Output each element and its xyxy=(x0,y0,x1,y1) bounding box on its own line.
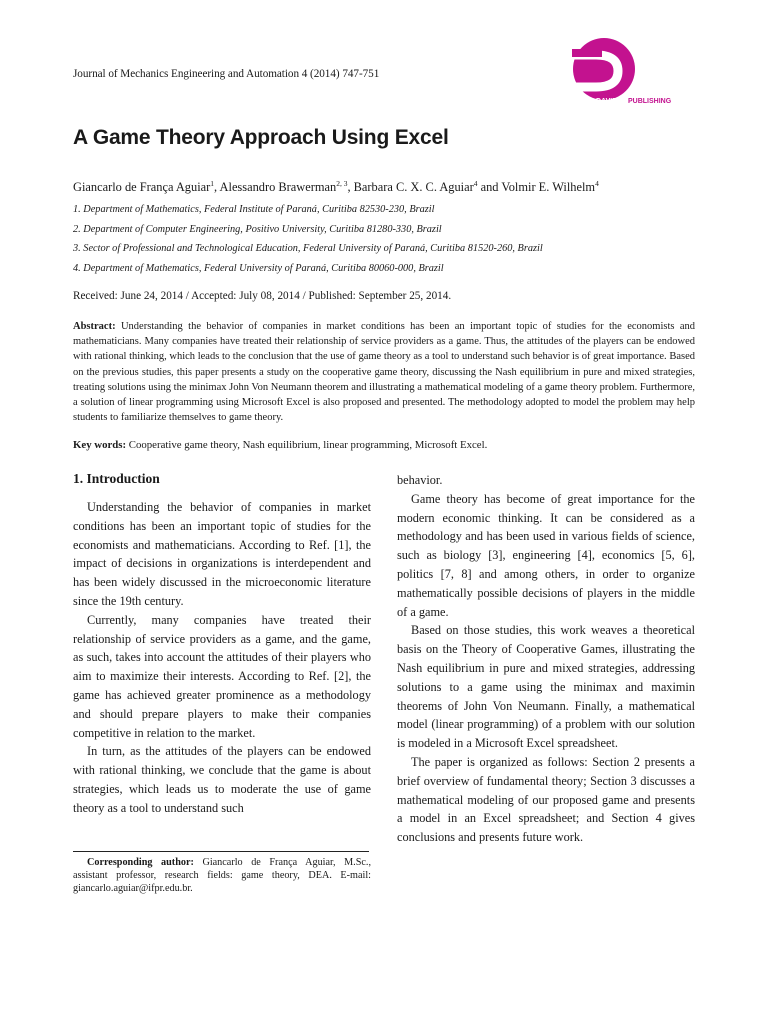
author-name: Volmir E. Wilhelm xyxy=(501,180,596,194)
affiliation-1: 1. Department of Mathematics, Federal Institute of Paraná, Curitiba 82530-230, Brazil xyxy=(73,204,435,215)
paper-title: A Game Theory Approach Using Excel xyxy=(73,126,449,149)
abstract-text: Understanding the behavior of companies in market conditions has been an important topic of studies for the economists and mathematicians. Many companies have treated their relationship of service providers as a game. Thus, the attitudes of the players can be endowed with rational thinking, which leads to the conclusion that the use of game theory as a tool to understand such behavior is of great importance. Based on the previous studies, this paper presents a study on the cooperative game theory, discussing the Nash equilibrium in pure and mixed strategies, treating solutions using the minimax John Von Neumann theorem and illustrating a mathematical modeling of a game theory problem. Furthermore, a solution of linear programming using Microsoft Excel is also proposed and presented. The methodology adopted to model the problem may help students to familiarize themselves to game theory. xyxy=(73,321,695,424)
publisher-logo-text-right: PUBLISHING xyxy=(628,98,672,105)
keywords-label: Key words: xyxy=(73,439,127,451)
publisher-logo-mark: D xyxy=(566,35,567,36)
corresponding-author-footnote xyxy=(73,857,371,895)
keywords-text: Cooperative game theory, Nash equilibrium, linear programming, Microsoft Excel. xyxy=(128,439,488,451)
left-column xyxy=(73,498,371,818)
abstract-label: Abstract: xyxy=(73,321,116,332)
footnote-label: Corresponding author: xyxy=(87,857,194,868)
section-heading: 1. Introduction xyxy=(73,471,160,486)
author-list xyxy=(73,180,599,195)
body-paragraph: The paper is organized as follows: Section 2 presents a brief overview of fundamental theory; Section 3 discusses a mathematical modeling of our proposed game and presents a model in an Excel spreadsheet; and Section 4 gives conclusions and presents future work. xyxy=(397,754,695,845)
author-separator: , xyxy=(214,180,220,194)
affiliation-4: 4. Department of Mathematics, Federal University of Paraná, Curitiba 80060-000, Brazil xyxy=(73,263,444,274)
author-affiliation-mark: 2, 3 xyxy=(336,179,348,188)
publication-dates: Received: June 24, 2014 / Accepted: July 08, 2014 / Published: September 25, 2014. xyxy=(73,290,452,302)
author-affiliation-mark: 4 xyxy=(473,179,478,188)
affiliation-3: 3. Sector of Professional and Technological Education, Federal University of Paraná, Curitiba 81520-260, Brazil xyxy=(73,243,543,254)
keywords xyxy=(73,439,487,451)
footnote-rule xyxy=(73,851,369,852)
journal-citation: Journal of Mechanics Engineering and Automation 4 (2014) 747-751 xyxy=(73,68,380,80)
affiliation-2: 2. Department of Computer Engineering, Positivo University, Curitiba 81280-330, Brazil xyxy=(73,224,442,235)
body-paragraph: Understanding the behavior of companies in market conditions has been an important topic of studies for the economists and mathematicians. According to Ref. [1], the impact of decisions in organizations is interdependent and has been widely discussed in the microeconomic literature since the 19th century. xyxy=(73,500,371,608)
body-paragraph-continuation: behavior. xyxy=(397,473,443,487)
body-paragraph: Game theory has become of great importance for the modern economic thinking. It can be considered as a methodology and has been used in various fields of science, such as biology [3], engineering [4], economics [5, 6], politics [7, 8] and among others, in order to organize mathematically possible decisions of players in the middle of a game. xyxy=(397,491,695,619)
body-paragraph: Currently, many companies have treated their relationship of service providers as a game, and the game, as such, takes into account the attitudes of their players who aim to maximize their interests. According to Ref. [2], the game has achieved greater prominence as a methodology and should prepare players to make their companies competitive in relation to the market. xyxy=(73,612,371,740)
author-name: Alessandro Brawerman xyxy=(219,180,337,194)
author-name: Barbara C. X. C. Aguiar xyxy=(353,180,474,194)
footnote-text: Giancarlo de França Aguiar, M.Sc., assistant professor, research fields: game theory, DEA. E-mail: giancarlo.aguiar@ifpr.edu.br. xyxy=(73,857,372,894)
abstract xyxy=(73,319,695,425)
author-name: Giancarlo de França Aguiar xyxy=(73,180,211,194)
publisher-logo xyxy=(566,35,706,115)
author-separator: , xyxy=(347,180,354,194)
body-paragraph: Based on those studies, this work weaves a theoretical basis on the Theory of Cooperative Games, illustrating the Nash equilibrium in pure and mixed strategies, addressing solutions to a game using the minimax and maximin theorems of John Von Neumann. Finally, a mathematical model (linear programming) of a problem with our solution is modeled in a Microsoft Excel spreadsheet. xyxy=(397,623,695,751)
author-affiliation-mark: 1 xyxy=(210,179,215,188)
author-separator: and xyxy=(477,180,502,194)
body-paragraph: In turn, as the attitudes of the players can be endowed with rational thinking, we conclude that the game is about strategies, which leads us to moderate the use of game theory as a tool to understand such xyxy=(73,744,371,815)
publisher-logo-text-left: DAVID xyxy=(596,98,618,105)
author-affiliation-mark: 4 xyxy=(595,179,599,188)
right-column xyxy=(397,471,695,847)
